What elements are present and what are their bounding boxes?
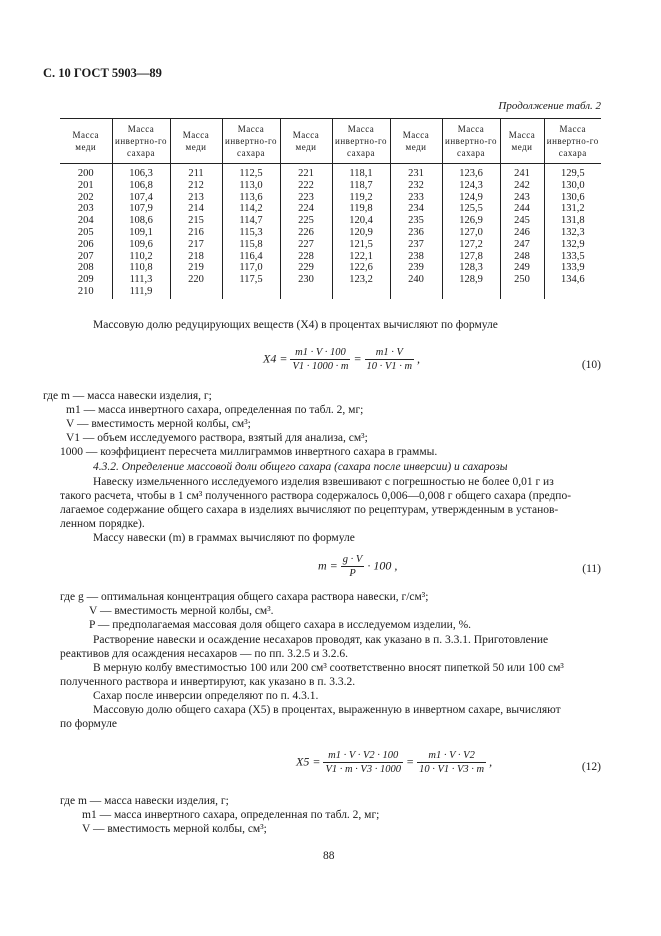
equation-number: (10) xyxy=(581,359,601,371)
fraction-numerator: m1 · V xyxy=(365,346,415,360)
paragraph-line: Навеску измельченного исследуемого изделия взвешивают с погрешностью не более 0,01 г из xyxy=(93,476,554,488)
table-continuation-label: Продолжение табл. 2 xyxy=(498,100,601,112)
table-column-values: 221 222 223 224 225 226 227 228 229 230 xyxy=(280,164,332,299)
table-column-values: 129,5 130,0 130,6 131,2 131,8 132,3 132,9 133,5 133,9 134,6 xyxy=(560,168,585,286)
fraction-numerator: g · V xyxy=(342,554,363,565)
paragraph: Массу навески (m) в граммах вычисляют по формуле xyxy=(93,532,355,544)
table-column-values: 211 212 213 214 215 216 217 218 219 220 xyxy=(170,164,222,299)
legend-line: где m — масса навески изделия, г; xyxy=(43,390,212,402)
table-column-values: 200 201 202 203 204 205 206 207 208 209 210 xyxy=(60,164,112,299)
paragraph: Сахар после инверсии определяют по п. 4.3.1. xyxy=(93,690,319,702)
fraction xyxy=(290,346,350,373)
fraction-denominator: V1 · 1000 · m xyxy=(292,361,349,372)
legend-line: V — вместимость мерной колбы, см³; xyxy=(82,823,267,835)
fraction xyxy=(323,749,403,776)
fraction-denominator: 10 · V1 · V3 · m xyxy=(419,764,485,775)
paragraph-line: полученного раствора и инвертируют, как указано в п. 3.3.2. xyxy=(60,676,356,688)
table-column-values: 231 232 233 234 235 236 237 238 239 240 xyxy=(390,164,442,299)
table-column-values: 112,5 113,0 113,6 114,2 114,7 115,3 115,8 116,4 117,0 117,5 xyxy=(222,164,280,299)
equals-sign: = xyxy=(405,754,415,769)
formula-lhs: X5 = xyxy=(296,754,321,769)
legend-line: 1000 — коэффициент пересчета миллиграммов инвертного сахара в граммы. xyxy=(60,446,438,458)
paragraph-line: В мерную колбу вместимостью 100 или 200 см³ соответственно вносят пипеткой 50 или 100 см³ xyxy=(93,662,564,674)
equation-number: (12) xyxy=(581,761,601,773)
page-number: 88 xyxy=(323,850,335,862)
legend-line: где m — масса навески изделия, г; xyxy=(60,795,229,807)
col-header: Масса меди xyxy=(500,119,544,164)
col-header: Масса инвертно-го сахара xyxy=(112,119,170,164)
fraction xyxy=(417,749,486,776)
table-header-row xyxy=(60,119,601,164)
legend-line: V — вместимость мерной колбы, см³; xyxy=(66,418,251,430)
formula-lhs: m = xyxy=(318,558,338,573)
fraction-denominator: V1 · m · V3 · 1000 xyxy=(325,764,401,775)
paragraph-line: такого расчета, чтобы в 1 см³ полученного раствора содержалось 0,006—0,008 г общего сахара (предпо- xyxy=(60,490,572,502)
legend-line: m1 — масса инвертного сахара, определенная по табл. 2, мг; xyxy=(66,404,364,416)
table-column-values: 106,3 106,8 107,4 107,9 108,6 109,1 109,6 110,2 110,8 111,3 111,9 xyxy=(112,164,170,299)
col-header: Масса инвертно-го сахара xyxy=(222,119,280,164)
equation-number: (11) xyxy=(582,563,601,575)
table-body-row xyxy=(60,164,601,299)
formula-tail: , xyxy=(489,754,493,769)
table-column-values: 241 242 243 244 245 246 247 248 249 250 xyxy=(500,164,544,299)
legend-line: P — предполагаемая массовая доля общего сахара в исследуемом изделии, %. xyxy=(89,619,472,631)
col-header: Масса меди xyxy=(170,119,222,164)
formula-tail: , xyxy=(417,351,421,366)
fraction-numerator: m1 · V · 100 xyxy=(290,346,350,360)
formula-tail: · 100 , xyxy=(367,558,398,573)
formula-10 xyxy=(263,346,420,373)
legend-line: m1 — масса инвертного сахара, определенная по табл. 2, мг; xyxy=(82,809,380,821)
col-header: Масса инвертно-го сахара xyxy=(442,119,500,164)
legend-line: где g — оптимальная концентрация общего сахара раствора навески, г/см³; xyxy=(60,591,429,603)
paragraph-line: ленном порядке). xyxy=(60,518,145,530)
paragraph: Массовую долю редуцирующих веществ (X4) в процентах вычисляют по формуле xyxy=(93,319,498,331)
fraction-numerator: m1 · V · V2 · 100 xyxy=(323,749,403,763)
paragraph-line: Массовую долю общего сахара (X5) в процентах, выраженную в инвертном сахаре, вычисляют xyxy=(93,704,561,716)
col-header: Масса инвертно-го сахара xyxy=(332,119,390,164)
paragraph-line: по формуле xyxy=(60,718,117,730)
paragraph-line: лагаемое содержание общего сахара в изделиях вычисляют по рецептурам, утвержденным в установ- xyxy=(60,504,559,516)
formula-lhs: X4 = xyxy=(263,351,288,366)
equals-sign: = xyxy=(353,351,362,366)
formula-11 xyxy=(318,553,397,580)
fraction xyxy=(365,346,415,373)
col-header: Масса меди xyxy=(280,119,332,164)
col-header: Масса меди xyxy=(390,119,442,164)
col-header: Масса инвертно-го сахара xyxy=(544,119,601,164)
legend-line: V — вместимость мерной колбы, см³. xyxy=(89,605,274,617)
paragraph-line: Растворение навески и осаждение несахаров проводят, как указано в п. 3.3.1. Приготовление xyxy=(93,634,549,646)
table-2 xyxy=(60,118,601,299)
page-header: С. 10 ГОСТ 5903—89 xyxy=(43,66,162,80)
table-column-values: 118,1 118,7 119,2 119,8 120,4 120,9 121,5 122,1 122,6 123,2 xyxy=(332,164,390,299)
formula-12 xyxy=(296,749,492,776)
fraction-numerator: m1 · V · V2 xyxy=(417,749,486,763)
fraction xyxy=(341,553,365,580)
section-heading: 4.3.2. Определение массовой доли общего сахара (сахара после инверсии) и сахарозы xyxy=(93,461,508,473)
fraction-denominator: P xyxy=(349,568,356,579)
col-header: Масса меди xyxy=(60,119,112,164)
legend-line: V1 — объем исследуемого раствора, взятый для анализа, см³; xyxy=(66,432,368,444)
fraction-denominator: 10 · V1 · m xyxy=(366,361,413,372)
table-column-values: 123,6 124,3 124,9 125,5 126,9 127,0 127,2 127,8 128,3 128,9 xyxy=(442,164,500,299)
paragraph-line: реактивов для осаждения несахаров — по пп. 3.2.5 и 3.2.6. xyxy=(60,648,349,660)
